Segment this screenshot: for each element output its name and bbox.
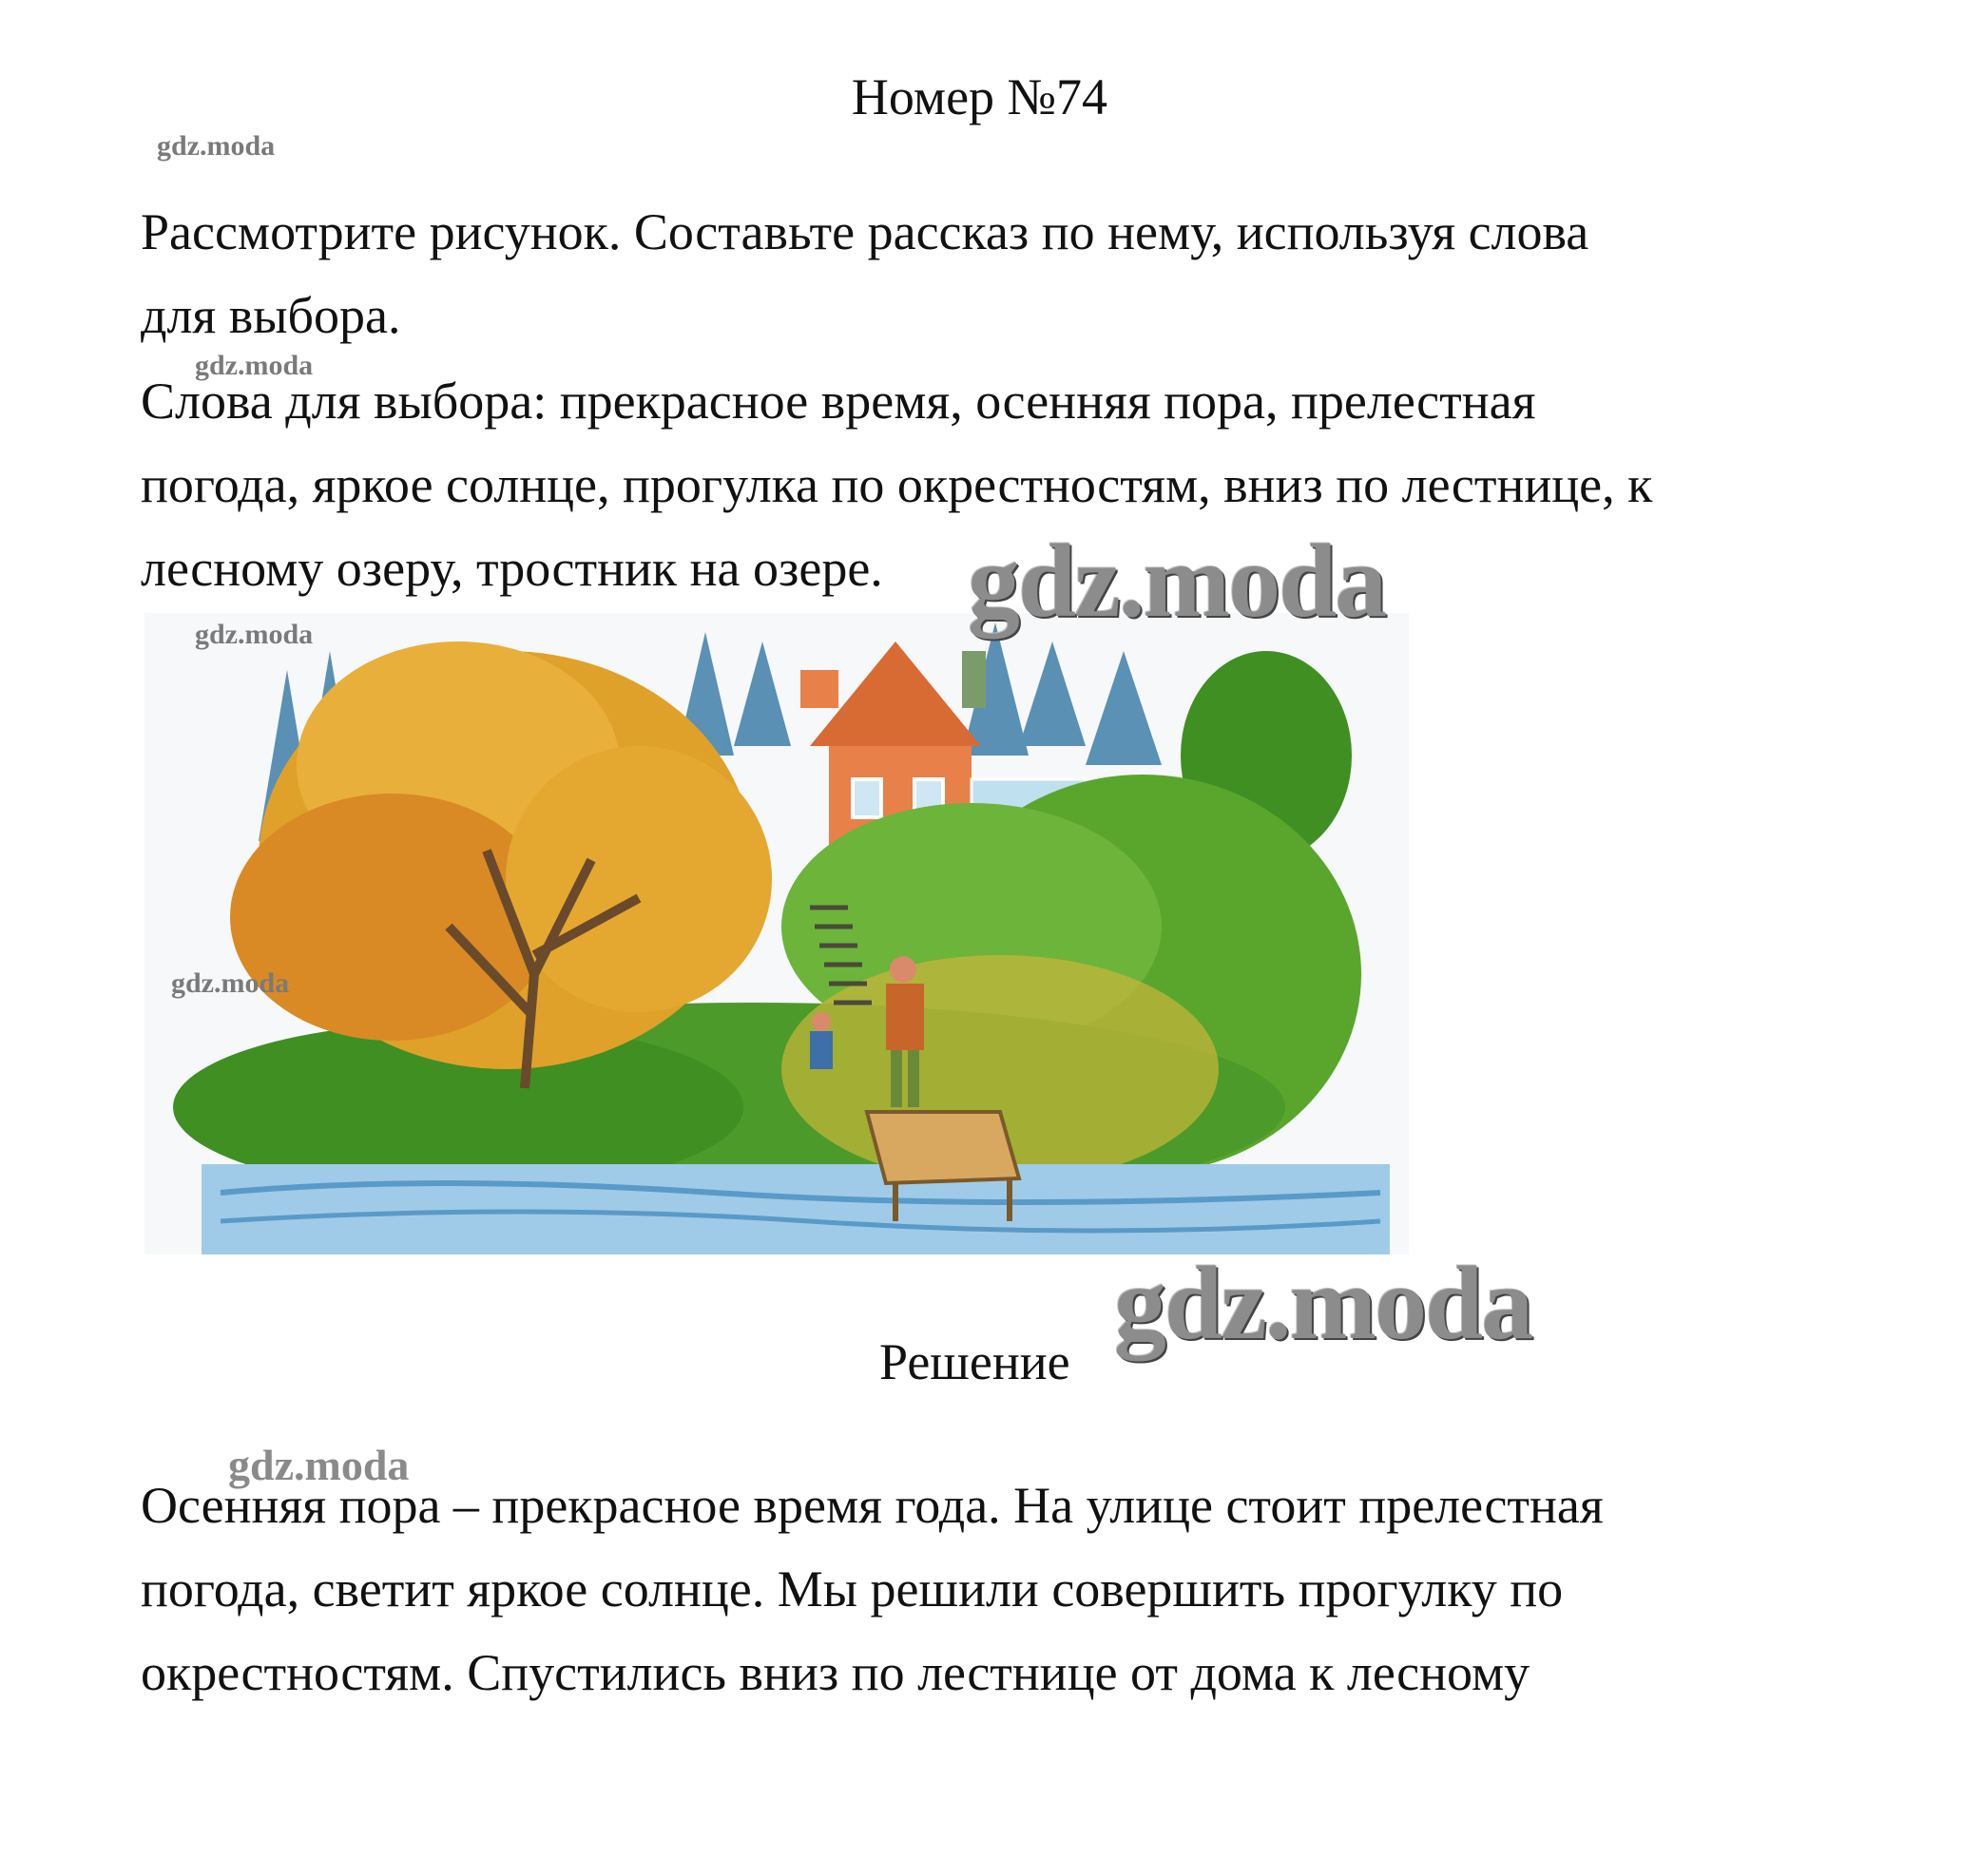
task-line: для выбора. bbox=[141, 287, 401, 344]
watermark: gdz.moda bbox=[968, 523, 1386, 639]
words-line: Слова для выбора: прекрасное время, осенняя пора, прелестная bbox=[141, 373, 1536, 430]
solution-line: окрестностям. Спустились вниз по лестнице от дома к лесному bbox=[141, 1644, 1530, 1701]
task-text bbox=[141, 190, 1871, 357]
watermark: gdz.moda bbox=[171, 967, 290, 999]
solution-line: Осенняя пора – прекрасное время года. На улице стоит прелестная bbox=[141, 1477, 1604, 1534]
watermark: gdz.moda bbox=[195, 619, 314, 650]
watermark: gdz.moda bbox=[1114, 1245, 1532, 1361]
words-line: погода, яркое солнце, прогулка по окрестностям, вниз по лестнице, к bbox=[141, 456, 1653, 513]
landscape-illustration bbox=[144, 613, 1409, 1254]
watermark: gdz.moda bbox=[157, 130, 276, 162]
words-line: лесному озеру, тростник на озере. bbox=[141, 540, 883, 597]
task-line: Рассмотрите рисунок. Составьте рассказ по нему, используя слова bbox=[141, 203, 1589, 260]
solution-line: погода, светит яркое солнце. Мы решили совершить прогулку по bbox=[141, 1560, 1564, 1618]
watermark: gdz.moda bbox=[195, 350, 314, 381]
solution-heading: Решение bbox=[879, 1333, 1070, 1390]
page-title: Номер №74 bbox=[851, 68, 1108, 125]
lake bbox=[202, 1164, 1390, 1254]
solution-text bbox=[141, 1464, 1871, 1714]
watermark: gdz.moda bbox=[228, 1441, 410, 1489]
